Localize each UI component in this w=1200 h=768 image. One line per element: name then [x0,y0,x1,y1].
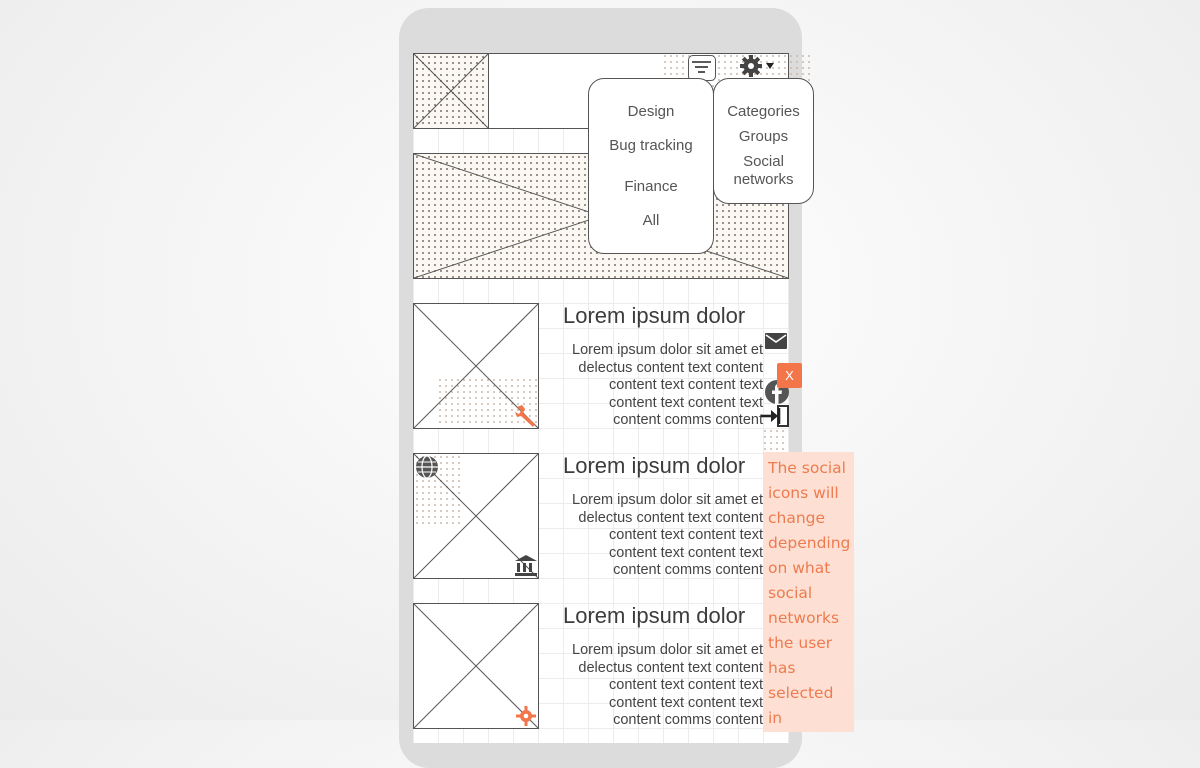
globe-icon [414,454,440,480]
close-button[interactable]: X [777,363,802,388]
settings-item-social-networks[interactable]: Social networks [733,153,794,188]
settings-item-groups[interactable]: Groups [738,128,789,145]
settings-dropdown [713,78,814,204]
card-body: Lorem ipsum dolor sit amet et delectus content text content content text content text content text content text content comms content [572,342,763,428]
filter-item-finance[interactable]: Finance [624,178,678,195]
logo-placeholder [413,53,489,129]
card-image-placeholder [413,603,539,729]
card-title: Lorem ipsum dolor [563,603,746,628]
filter-dropdown [588,78,714,254]
social-icons-highlight [762,428,788,452]
settings-dropdown-button[interactable] [738,54,788,80]
wrench-icon [513,403,539,429]
login-icon[interactable] [760,404,790,428]
settings-item-categories[interactable]: Categories [727,103,800,120]
card-body: Lorem ipsum dolor sit amet et delectus content text content content text content text content text content text content comms content [572,642,763,728]
card-image-placeholder [413,303,539,429]
filter-item-all[interactable]: All [642,212,660,229]
filter-icon [689,56,715,80]
gear-icon [738,54,788,80]
card-title: Lorem ipsum dolor [563,303,746,328]
card-body: Lorem ipsum dolor sit amet et delectus content text content content text content text content text content text content comms content [572,492,763,578]
mail-icon[interactable] [764,331,788,351]
bank-icon [513,553,539,579]
filter-item-design[interactable]: Design [627,103,675,120]
settings-icon [516,706,536,726]
annotation-text: The social icons will change depending on what social networks the user has selected in [768,459,851,727]
card-title: Lorem ipsum dolor [563,453,746,478]
filter-item-bug-tracking[interactable]: Bug tracking [609,137,693,154]
card-image-placeholder [413,453,539,579]
